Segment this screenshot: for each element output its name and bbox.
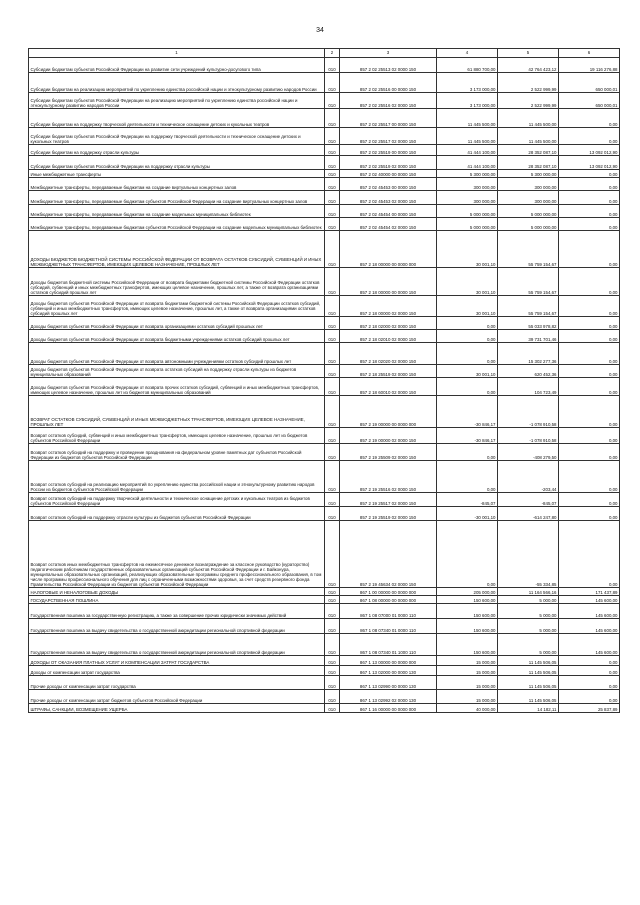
row-budget-code: 857 2 18 02000 02 0000 150 xyxy=(340,317,437,330)
column-header-rest: 6 xyxy=(559,49,620,58)
row-unexecuted-amount: 0,00 xyxy=(559,205,620,218)
row-executed-amount: 5 000 000,00 xyxy=(498,218,559,231)
row-executed-amount: 5 000,00 xyxy=(498,634,559,656)
row-executed-amount: 11 145 506,05 xyxy=(498,676,559,690)
table-row xyxy=(29,493,620,507)
row-budget-code: 857 2 19 00000 02 0000 150 xyxy=(340,428,437,444)
row-budget-code: 867 1 00 00000 00 0000 000 xyxy=(340,588,437,596)
row-unexecuted-amount: 0,00 xyxy=(559,191,620,205)
table-row xyxy=(29,73,620,93)
row-plan-amount: 11 445 500,00 xyxy=(437,128,498,145)
row-unexecuted-amount: 19 116 276,88 xyxy=(559,58,620,73)
row-name: Доходы бюджетов субъектов Российской Федерации от возврата остатков субсидий на поддержку отрасли культуры из бюджетов муниципальных образований xyxy=(29,365,325,378)
row-unexecuted-amount: 0,00 xyxy=(559,296,620,317)
row-plan-amount: 0,00 xyxy=(437,378,498,396)
row-plan-amount: 15 000,00 xyxy=(437,690,498,704)
row-line-code: 010 xyxy=(325,109,340,128)
report-table xyxy=(28,48,620,713)
row-name: Доходы бюджетов субъектов Российской Федерации от возврата прочих остатков субсидий, субвенций и иных межбюджетных трансфертов, имеющих целевое назначение, прошлых лет из бюджетов муниципальных образований xyxy=(29,378,325,396)
row-line-code: 010 xyxy=(325,145,340,156)
row-line-code: 010 xyxy=(325,521,340,588)
table-row xyxy=(29,145,620,156)
row-plan-amount: 150 600,00 xyxy=(437,596,498,604)
row-name: Государственная пошлина за выдачу свидетельства о государственной аккредитации региональной спортивной федерации xyxy=(29,619,325,634)
row-unexecuted-amount: 0,00 xyxy=(559,493,620,507)
row-line-code: 010 xyxy=(325,396,340,428)
row-plan-amount: 15 000,00 xyxy=(437,656,498,666)
row-plan-amount: 15 000,00 xyxy=(437,666,498,676)
row-line-code: 010 xyxy=(325,604,340,619)
table-row xyxy=(29,268,620,296)
row-line-code: 010 xyxy=(325,378,340,396)
row-line-code: 010 xyxy=(325,231,340,268)
row-unexecuted-amount: 0,00 xyxy=(559,343,620,365)
row-unexecuted-amount: 145 600,00 xyxy=(559,596,620,604)
row-unexecuted-amount: 0,00 xyxy=(559,365,620,378)
row-line-code: 010 xyxy=(325,317,340,330)
table-row xyxy=(29,428,620,444)
row-plan-amount: 30 001,10 xyxy=(437,231,498,268)
row-budget-code: 857 2 19 25516 02 0000 150 xyxy=(340,461,437,493)
row-executed-amount: 42 764 423,12 xyxy=(498,58,559,73)
row-plan-amount: 5 300 000,00 xyxy=(437,170,498,178)
row-unexecuted-amount: 0,00 xyxy=(559,170,620,178)
table-row xyxy=(29,521,620,588)
row-unexecuted-amount: 0,00 xyxy=(559,656,620,666)
row-unexecuted-amount: 145 600,00 xyxy=(559,604,620,619)
row-line-code: 010 xyxy=(325,619,340,634)
row-name: ШТРАФЫ, САНКЦИИ, ВОЗМЕЩЕНИЕ УЩЕРБА xyxy=(29,704,325,713)
row-plan-amount: 30 001,10 xyxy=(437,268,498,296)
row-unexecuted-amount: 25 837,89 xyxy=(559,704,620,713)
row-executed-amount: -55 334,85 xyxy=(498,521,559,588)
row-line-code: 010 xyxy=(325,444,340,461)
row-executed-amount: 2 522 999,99 xyxy=(498,73,559,93)
table-row xyxy=(29,317,620,330)
row-plan-amount: 30 001,10 xyxy=(437,296,498,317)
row-plan-amount: 0,00 xyxy=(437,330,498,343)
row-unexecuted-amount: 13 092 012,90 xyxy=(559,156,620,170)
row-name: ВОЗВРАТ ОСТАТКОВ СУБСИДИЙ, СУБВЕНЦИЙ И ИНЫХ МЕЖБЮДЖЕТНЫХ ТРАНСФЕРТОВ, ИМЕЮЩИХ ЦЕЛЕВОЕ НАЗНАЧЕНИЕ, ПРОШЛЫХ ЛЕТ xyxy=(29,396,325,428)
row-executed-amount: 5 300 000,00 xyxy=(498,170,559,178)
row-budget-code: 857 2 18 02010 02 0000 150 xyxy=(340,330,437,343)
row-unexecuted-amount: 0,00 xyxy=(559,676,620,690)
row-executed-amount: 15 302 277,36 xyxy=(498,343,559,365)
row-budget-code: 867 1 08 07340 01 0000 110 xyxy=(340,619,437,634)
row-name: Доходы от компенсации затрат государства xyxy=(29,666,325,676)
row-line-code: 010 xyxy=(325,191,340,205)
column-header-plan: 4 xyxy=(437,49,498,58)
table-row xyxy=(29,231,620,268)
table-row xyxy=(29,178,620,191)
row-budget-code: 867 1 13 02992 02 0000 130 xyxy=(340,690,437,704)
row-unexecuted-amount: 0,00 xyxy=(559,218,620,231)
row-plan-amount: -30 001,10 xyxy=(437,507,498,521)
table-row xyxy=(29,619,620,634)
row-budget-code: 867 1 13 00000 00 0000 000 xyxy=(340,656,437,666)
table-row xyxy=(29,588,620,596)
row-executed-amount: 620 452,36 xyxy=(498,365,559,378)
row-budget-code: 867 1 16 00000 00 0000 000 xyxy=(340,704,437,713)
row-plan-amount: 0,00 xyxy=(437,461,498,493)
row-executed-amount: 39 731 701,46 xyxy=(498,330,559,343)
row-line-code: 010 xyxy=(325,128,340,145)
table-row xyxy=(29,507,620,521)
row-name: Доходы бюджетов субъектов Российской Федерации от возврата автономными учреждениями остатков субсидий прошлых лет xyxy=(29,343,325,365)
row-plan-amount: 11 445 500,00 xyxy=(437,109,498,128)
row-budget-code: 867 1 13 02000 00 0000 130 xyxy=(340,666,437,676)
row-line-code: 010 xyxy=(325,690,340,704)
table-row xyxy=(29,330,620,343)
row-executed-amount: 11 445 500,00 xyxy=(498,109,559,128)
row-executed-amount: 14 182,11 xyxy=(498,704,559,713)
row-line-code: 010 xyxy=(325,296,340,317)
row-plan-amount: 41 444 100,00 xyxy=(437,156,498,170)
row-budget-code: 857 2 02 45454 02 0000 150 xyxy=(340,218,437,231)
table-row xyxy=(29,343,620,365)
row-line-code: 010 xyxy=(325,170,340,178)
table-row xyxy=(29,109,620,128)
row-name: Возврат остатков субсидий на реализацию мероприятий по укреплению единства российской нации и этнокультурному развитию народов России из бюджетов субъектов Российской Федерации xyxy=(29,461,325,493)
row-executed-amount: -614 247,80 xyxy=(498,507,559,521)
row-budget-code: 857 2 02 25513 02 0000 150 xyxy=(340,58,437,73)
row-line-code: 010 xyxy=(325,676,340,690)
row-name: ДОХОДЫ БЮДЖЕТОВ БЮДЖЕТНОЙ СИСТЕМЫ РОССИЙСКОЙ ФЕДЕРАЦИИ ОТ ВОЗВРАТА ОСТАТКОВ СУБСИДИЙ, СУБВЕНЦИЙ И ИНЫХ МЕЖБЮДЖЕТНЫХ ТРАНСФЕРТОВ, ИМЕЮЩИХ ЦЕЛЕВОЕ НАЗНАЧЕНИЕ, ПРОШЛЫХ ЛЕТ xyxy=(29,231,325,268)
row-name: Возврат остатков субсидий на поддержку и проведение празднования на федеральном уровне памятных дат субъектов Российской Федерации из бюджетов субъектов Российской Федерации xyxy=(29,444,325,461)
table-row xyxy=(29,218,620,231)
row-line-code: 010 xyxy=(325,156,340,170)
row-plan-amount: 41 444 100,00 xyxy=(437,145,498,156)
row-line-code: 010 xyxy=(325,365,340,378)
row-budget-code: 867 1 08 07000 01 0000 110 xyxy=(340,604,437,619)
table-row xyxy=(29,690,620,704)
table-row xyxy=(29,596,620,604)
row-name: Возврат остатков иных межбюджетных трансфертов на ежемесячное денежное вознаграждение за классное руководство (кураторство) педагогическим работникам государственных образовательных организаций субъектов Российской Федерации и г. Байконура, муниципальных образовательных организаций, реализующих образовательные программы среднего профессионального образования, в том числе программы профессионального обучения для лиц с ограниченными возможностями здоровья, за счет средств резервного фонда Правительства Российской Федерации из бюджетов субъектов Российской Федерации xyxy=(29,521,325,588)
row-unexecuted-amount: 0,00 xyxy=(559,507,620,521)
table-row xyxy=(29,378,620,396)
row-plan-amount: 30 001,10 xyxy=(437,365,498,378)
row-unexecuted-amount: 0,00 xyxy=(559,690,620,704)
row-executed-amount: -408 279,50 xyxy=(498,444,559,461)
row-unexecuted-amount: 0,00 xyxy=(559,396,620,428)
table-row xyxy=(29,205,620,218)
row-name: Возврат остатков субсидий на поддержку творческой деятельности и техническое оснащение детских и кукольных театров из бюджетов субъектов Российской Федерации xyxy=(29,493,325,507)
row-executed-amount: 300 000,00 xyxy=(498,178,559,191)
table-row xyxy=(29,365,620,378)
row-unexecuted-amount: 0,00 xyxy=(559,378,620,396)
row-plan-amount: -30 846,17 xyxy=(437,428,498,444)
row-budget-code: 857 2 02 25516 00 0000 150 xyxy=(340,73,437,93)
row-line-code: 010 xyxy=(325,268,340,296)
column-header-code: 3 xyxy=(340,49,437,58)
row-plan-amount: 300 000,00 xyxy=(437,191,498,205)
row-plan-amount: 40 000,00 xyxy=(437,704,498,713)
row-budget-code: 857 2 02 40000 00 0000 150 xyxy=(340,170,437,178)
table-header-row xyxy=(29,49,620,58)
column-header-exec: 5 xyxy=(498,49,559,58)
table-row xyxy=(29,128,620,145)
row-name: Субсидии бюджетам на поддержку отрасли культуры xyxy=(29,145,325,156)
row-name: Государственная пошлина за выдачу свидетельства о государственной аккредитации региональной спортивной федерации xyxy=(29,634,325,656)
row-unexecuted-amount: 0,00 xyxy=(559,231,620,268)
row-line-code: 010 xyxy=(325,507,340,521)
row-name: Межбюджетные трансферты, передаваемые бюджетам на создание модельных муниципальных библиотек xyxy=(29,205,325,218)
row-name: Субсидии бюджетам субъектов Российской Федерации на развитие сети учреждений культурно-досугового типа xyxy=(29,58,325,73)
table-row xyxy=(29,296,620,317)
row-unexecuted-amount: 0,00 xyxy=(559,317,620,330)
row-executed-amount: 104 723,49 xyxy=(498,378,559,396)
row-line-code: 010 xyxy=(325,666,340,676)
row-name: Прочие доходы от компенсации затрат государства xyxy=(29,676,325,690)
table-row xyxy=(29,170,620,178)
row-executed-amount: -845,07 xyxy=(498,493,559,507)
row-line-code: 010 xyxy=(325,428,340,444)
row-budget-code: 857 2 18 60010 02 0000 150 xyxy=(340,378,437,396)
row-name: Доходы бюджетов бюджетной системы Российской Федерации от возврата бюджетами бюджетной системы Российской Федерации остатков субсидий, субвенций и иных межбюджетных трансфертов, имеющих целевое назначение, прошлых лет, а также от возврата организациями остатков субсидий прошлых лет xyxy=(29,268,325,296)
row-plan-amount: 205 000,00 xyxy=(437,588,498,596)
column-header-name: 1 xyxy=(29,49,325,58)
row-unexecuted-amount: 0,00 xyxy=(559,268,620,296)
row-plan-amount: 0,00 xyxy=(437,343,498,365)
row-budget-code: 857 2 02 25517 00 0000 150 xyxy=(340,109,437,128)
row-name: Субсидии бюджетам субъектов Российской Федерации на поддержку отрасли культуры xyxy=(29,156,325,170)
row-name: Доходы бюджетов субъектов Российской Федерации от возврата организациями остатков субсидий прошлых лет xyxy=(29,317,325,330)
row-name: Государственная пошлина за государственную регистрацию, а также за совершение прочих юридически значимых действий xyxy=(29,604,325,619)
row-unexecuted-amount: 171 437,89 xyxy=(559,588,620,596)
row-budget-code: 857 2 19 00000 00 0000 000 xyxy=(340,396,437,428)
row-budget-code: 867 1 08 00000 00 0000 000 xyxy=(340,596,437,604)
row-line-code: 010 xyxy=(325,330,340,343)
row-plan-amount: 300 000,00 xyxy=(437,178,498,191)
row-budget-code: 857 2 19 25519 02 0000 150 xyxy=(340,507,437,521)
row-budget-code: 857 2 02 25517 02 0000 150 xyxy=(340,128,437,145)
row-unexecuted-amount: 0,00 xyxy=(559,330,620,343)
row-plan-amount: -845,07 xyxy=(437,493,498,507)
row-executed-amount: -1 078 910,58 xyxy=(498,396,559,428)
table-row xyxy=(29,58,620,73)
row-unexecuted-amount: 650 000,01 xyxy=(559,93,620,109)
row-line-code: 010 xyxy=(325,461,340,493)
row-line-code: 010 xyxy=(325,493,340,507)
row-plan-amount: -30 846,17 xyxy=(437,396,498,428)
table-row xyxy=(29,704,620,713)
row-unexecuted-amount: 0,00 xyxy=(559,521,620,588)
row-executed-amount: 11 145 506,05 xyxy=(498,666,559,676)
row-unexecuted-amount: 0,00 xyxy=(559,666,620,676)
row-budget-code: 857 2 02 45453 00 0000 150 xyxy=(340,178,437,191)
row-budget-code: 857 2 02 25519 02 0000 150 xyxy=(340,156,437,170)
table-row xyxy=(29,444,620,461)
row-plan-amount: 61 880 700,00 xyxy=(437,58,498,73)
row-executed-amount: 55 759 154,67 xyxy=(498,231,559,268)
row-budget-code: 857 2 19 25509 02 0000 150 xyxy=(340,444,437,461)
row-budget-code: 857 2 18 00000 00 0000 000 xyxy=(340,231,437,268)
row-name: Прочие доходы от компенсации затрат бюджетов субъектов Российской Федерации xyxy=(29,690,325,704)
row-executed-amount: 5 000,00 xyxy=(498,619,559,634)
column-header-line: 2 xyxy=(325,49,340,58)
page-number: 34 xyxy=(316,27,324,34)
row-line-code: 010 xyxy=(325,343,340,365)
row-executed-amount: 11 145 506,05 xyxy=(498,656,559,666)
row-name: Межбюджетные трансферты, передаваемые бюджетам субъектов Российской Федерации на создание модельных муниципальных библиотек xyxy=(29,218,325,231)
row-budget-code: 857 2 19 45634 02 0000 150 xyxy=(340,521,437,588)
row-executed-amount: 5 000,00 xyxy=(498,604,559,619)
row-plan-amount: 3 173 000,00 xyxy=(437,73,498,93)
row-executed-amount: 300 000,00 xyxy=(498,191,559,205)
row-name: НАЛОГОВЫЕ И НЕНАЛОГОВЫЕ ДОХОДЫ xyxy=(29,588,325,596)
table-row xyxy=(29,156,620,170)
row-unexecuted-amount: 0,00 xyxy=(559,128,620,145)
row-plan-amount: 5 000 000,00 xyxy=(437,205,498,218)
row-plan-amount: 0,00 xyxy=(437,444,498,461)
table-row xyxy=(29,656,620,666)
row-unexecuted-amount: 0,00 xyxy=(559,428,620,444)
table-row xyxy=(29,676,620,690)
row-executed-amount: -1 078 910,58 xyxy=(498,428,559,444)
row-line-code: 010 xyxy=(325,178,340,191)
row-unexecuted-amount: 650 000,01 xyxy=(559,73,620,93)
row-line-code: 010 xyxy=(325,588,340,596)
row-budget-code: 857 2 02 25519 00 0000 150 xyxy=(340,145,437,156)
table-row xyxy=(29,396,620,428)
row-line-code: 010 xyxy=(325,93,340,109)
row-name: ДОХОДЫ ОТ ОКАЗАНИЯ ПЛАТНЫХ УСЛУГ И КОМПЕНСАЦИИ ЗАТРАТ ГОСУДАРСТВА xyxy=(29,656,325,666)
row-line-code: 010 xyxy=(325,634,340,656)
row-executed-amount: 55 033 978,82 xyxy=(498,317,559,330)
row-plan-amount: 150 600,00 xyxy=(437,634,498,656)
row-executed-amount: 28 352 087,10 xyxy=(498,156,559,170)
row-plan-amount: 15 000,00 xyxy=(437,676,498,690)
row-name: Субсидии бюджетам на реализацию мероприятий по укреплению единства российской нации и этнокультурному развитию народов России xyxy=(29,73,325,93)
row-unexecuted-amount: 145 600,00 xyxy=(559,619,620,634)
row-line-code: 010 xyxy=(325,596,340,604)
table-row xyxy=(29,666,620,676)
row-name: Доходы бюджетов субъектов Российской Федерации от возврата бюджетными учреждениями остатков субсидий прошлых лет xyxy=(29,330,325,343)
row-name: Межбюджетные трансферты, передаваемые бюджетам на создание виртуальных концертных залов xyxy=(29,178,325,191)
row-executed-amount: 28 352 087,10 xyxy=(498,145,559,156)
row-name: Доходы бюджетов субъектов Российской Федерации от возврата бюджетами бюджетной системы Российской Федерации остатков субсидий, субвенций и иных межбюджетных трансфертов, имеющих целевое назначение, прошлых лет, а также от возврата организациями остатков субсидий прошлых лет xyxy=(29,296,325,317)
row-executed-amount: 11 445 500,00 xyxy=(498,128,559,145)
row-executed-amount: 5 000 000,00 xyxy=(498,205,559,218)
row-unexecuted-amount: 0,00 xyxy=(559,178,620,191)
row-budget-code: 857 2 18 00000 00 0000 150 xyxy=(340,268,437,296)
row-executed-amount: 55 759 154,67 xyxy=(498,296,559,317)
row-line-code: 010 xyxy=(325,218,340,231)
row-name: Иные межбюджетные трансферты xyxy=(29,170,325,178)
row-executed-amount: 11 164 566,16 xyxy=(498,588,559,596)
row-executed-amount: 55 759 154,67 xyxy=(498,268,559,296)
row-plan-amount: 5 000 000,00 xyxy=(437,218,498,231)
row-executed-amount: 2 522 999,99 xyxy=(498,93,559,109)
row-unexecuted-amount: 0,00 xyxy=(559,461,620,493)
row-name: Субсидии бюджетам субъектов Российской Федерации на поддержку творческой деятельности и техническое оснащение детских и кукольных театров xyxy=(29,128,325,145)
row-unexecuted-amount: 145 600,00 xyxy=(559,634,620,656)
row-name: ГОСУДАРСТВЕННАЯ ПОШЛИНА xyxy=(29,596,325,604)
row-line-code: 010 xyxy=(325,58,340,73)
row-unexecuted-amount: 0,00 xyxy=(559,444,620,461)
row-plan-amount: 0,00 xyxy=(437,521,498,588)
row-line-code: 010 xyxy=(325,656,340,666)
row-plan-amount: 0,00 xyxy=(437,317,498,330)
row-plan-amount: 150 600,00 xyxy=(437,604,498,619)
table-row xyxy=(29,461,620,493)
row-budget-code: 867 1 13 02990 00 0000 130 xyxy=(340,676,437,690)
row-unexecuted-amount: 0,00 xyxy=(559,109,620,128)
row-executed-amount: -203,44 xyxy=(498,461,559,493)
row-line-code: 010 xyxy=(325,205,340,218)
row-budget-code: 857 2 02 45453 02 0000 150 xyxy=(340,191,437,205)
row-budget-code: 857 2 18 00000 02 0000 150 xyxy=(340,296,437,317)
row-name: Возврат остатков субсидий на поддержку отрасли культуры из бюджетов субъектов Российской Федерации xyxy=(29,507,325,521)
table-row xyxy=(29,604,620,619)
table-row xyxy=(29,634,620,656)
row-name: Субсидии бюджетам на поддержку творческой деятельности и техническое оснащение детских и кукольных театров xyxy=(29,109,325,128)
row-name: Межбюджетные трансферты, передаваемые бюджетам субъектов Российской Федерации на создание виртуальных концертных залов xyxy=(29,191,325,205)
row-line-code: 010 xyxy=(325,704,340,713)
row-executed-amount: 5 000,00 xyxy=(498,596,559,604)
row-budget-code: 857 2 19 25517 02 0000 150 xyxy=(340,493,437,507)
row-name: Субсидии бюджетам субъектов Российской Федерации на реализацию мероприятий по укреплению единства российской нации и этнокультурному развитию народов России xyxy=(29,93,325,109)
row-plan-amount: 150 600,00 xyxy=(437,619,498,634)
row-budget-code: 867 1 08 07340 01 1000 110 xyxy=(340,634,437,656)
row-budget-code: 857 2 18 25519 02 0000 150 xyxy=(340,365,437,378)
row-unexecuted-amount: 13 092 012,90 xyxy=(559,145,620,156)
row-budget-code: 857 2 18 02020 02 0000 150 xyxy=(340,343,437,365)
row-budget-code: 857 2 02 45454 00 0000 150 xyxy=(340,205,437,218)
row-plan-amount: 3 173 000,00 xyxy=(437,93,498,109)
table-row xyxy=(29,191,620,205)
row-name: Возврат остатков субсидий, субвенций и иных межбюджетных трансфертов, имеющих целевое назначение, прошлых лет из бюджетов субъектов Российской Федерации xyxy=(29,428,325,444)
row-budget-code: 857 2 02 25516 02 0000 150 xyxy=(340,93,437,109)
row-line-code: 010 xyxy=(325,73,340,93)
table-row xyxy=(29,93,620,109)
row-executed-amount: 11 145 506,05 xyxy=(498,690,559,704)
